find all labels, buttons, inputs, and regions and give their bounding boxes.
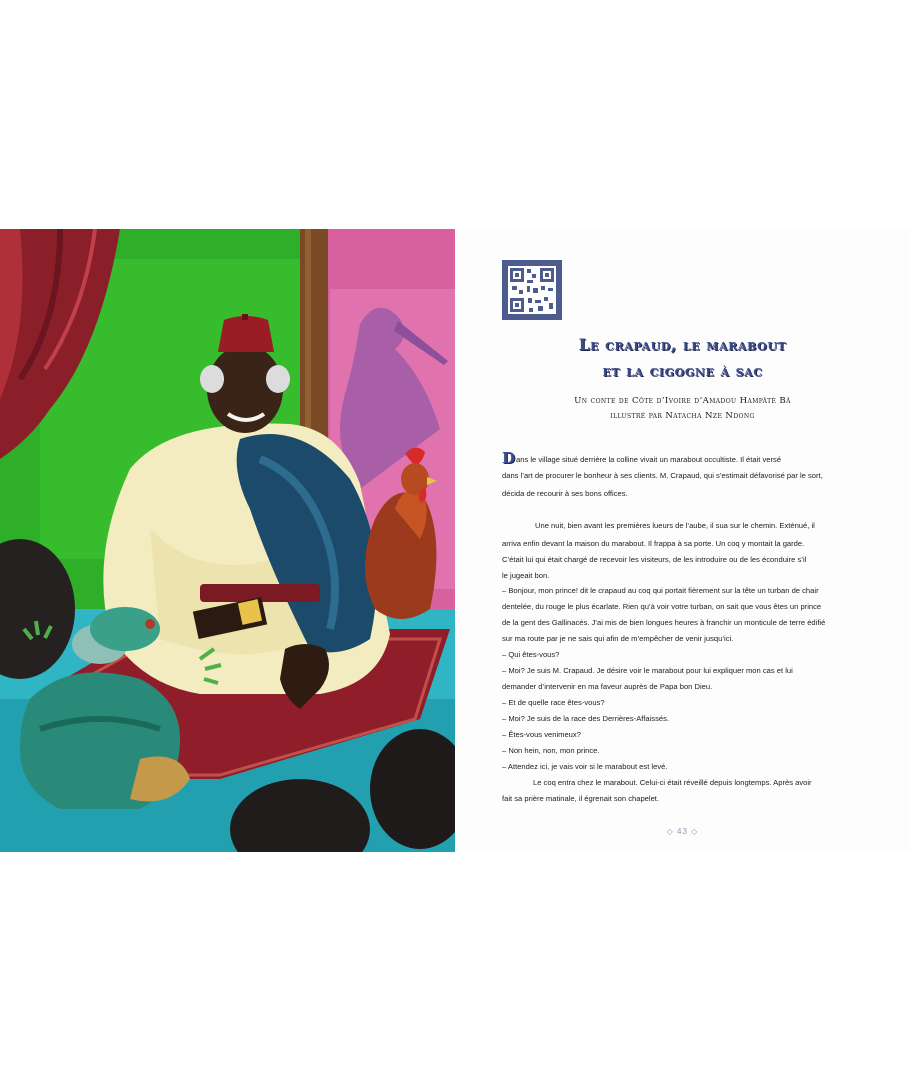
fez-hat [218, 316, 274, 352]
story-subtitle-line-1: Un conte de Côte d’Ivoire d’Amadou Hampâté Bâ [574, 396, 791, 406]
body-line: – Bonjour, mon prince! dit le crapaud au coq qui portait fièrement sur la tête un turban de chair [502, 586, 819, 595]
body-line: – Et de quelle race êtes-vous? [502, 698, 605, 707]
story-title-line-2: et la cigogne à sac [602, 361, 763, 380]
body-line: – Moi? Je suis M. Crapaud. Je désire voir le marabout pour lui expliquer mon cas et lui [502, 666, 793, 675]
book-spread [0, 229, 910, 852]
story-subtitle-line-2: illustré par Natacha Nze Ndong [610, 411, 755, 421]
body-line: dans l’art de procurer le bonheur à ses clients. M. Crapaud, qui s’estimait défavorisé par le sort, [502, 471, 823, 480]
body-line: arriva enfin devant la maison du marabout. Il frappa à sa porte. Un coq y montait la garde. [502, 539, 805, 548]
body-line: Une nuit, bien avant les premières lueurs de l’aube, il sua sur le chemin. Exténué, il [535, 521, 815, 530]
body-line: C’était lui qui était chargé de recevoir les visiteurs, de les introduire ou de les éconduire s’il [502, 555, 807, 564]
body-line: – Qui êtes-vous? [502, 650, 560, 659]
body-line: Dans le village situé derrière la colline vivait un marabout occultiste. Il était versé [502, 449, 782, 467]
body-line: le jugeait bon. [502, 571, 550, 580]
drop-cap: D [502, 449, 516, 467]
story-title-line-1: Le crapaud, le marabout [578, 335, 787, 354]
body-line: décida de recourir à ses bons offices. [502, 489, 628, 498]
page-number: ◇ 43 ◇ [666, 827, 699, 836]
body-line: – Attendez ici, je vais voir si le marabout est levé. [502, 762, 668, 771]
body-line: Le coq entra chez le marabout. Celui-ci était réveillé depuis longtemps. Après avoir [533, 778, 812, 787]
wooden-pole [300, 229, 328, 439]
illustration [0, 229, 455, 852]
body-line: fait sa prière matinale, il égrenait son chapelet. [502, 794, 660, 803]
body-line: – Moi? Je suis de la race des Derrières-Affaissés. [502, 714, 669, 723]
text-page [455, 229, 910, 852]
body-line: dentelée, du rouge le plus écarlate. Rien qu’à voir votre turban, on sait que vous êtes un prince [502, 602, 822, 611]
body-line: demander d’intervenir en ma faveur auprès de Papa bon Dieu. [502, 682, 713, 691]
body-line: – Êtes-vous venimeux? [502, 730, 581, 739]
body-line: de la gent des Gallinacés. J’ai mis de bien longues heures à franchir un monticule de terre édifié [502, 618, 826, 627]
body-line: – Non hein, non, mon prince. [502, 746, 600, 755]
qr-code-icon[interactable] [502, 260, 562, 320]
body-line: sur ma route par je ne sais qui afin de m’empêcher de venir jusqu’ici. [502, 634, 734, 643]
